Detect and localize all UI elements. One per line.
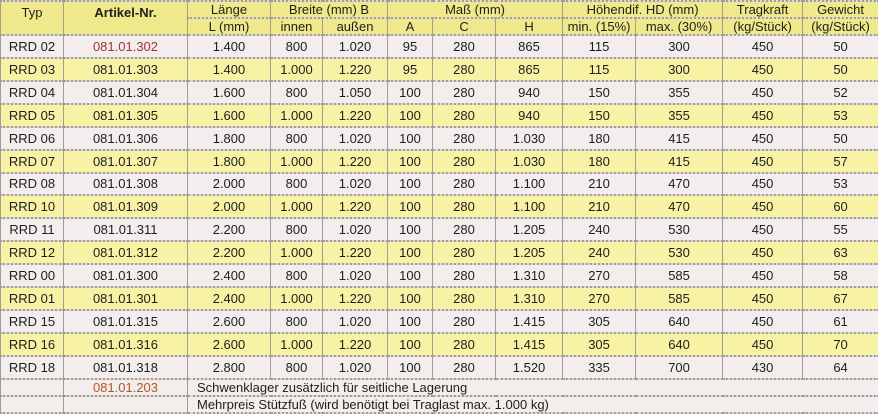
- cell-hd-min: 335: [563, 356, 636, 379]
- cell-breite-innen: 800: [271, 356, 323, 379]
- col-header-typ: Typ: [1, 1, 64, 35]
- col-subheader-breite-aussen: außen: [323, 18, 388, 35]
- cell-gewicht: 70: [803, 333, 878, 356]
- cell-breite-innen: 800: [271, 127, 323, 150]
- cell-laenge: 2.800: [188, 356, 271, 379]
- cell-hd-min: 150: [563, 81, 636, 104]
- cell-mass-a: 100: [388, 81, 433, 104]
- cell-artikel: 081.01.300: [64, 264, 188, 287]
- table-row: [1, 150, 878, 173]
- cell-tragkraft: 450: [723, 81, 803, 104]
- cell-typ: RRD 06: [1, 127, 64, 150]
- cell-mass-h: 1.205: [496, 218, 563, 241]
- cell-laenge: 2.000: [188, 195, 271, 218]
- cell-hd-min: 115: [563, 58, 636, 81]
- cell-breite-innen: 800: [271, 81, 323, 104]
- cell-artikel: 081.01.304: [64, 81, 188, 104]
- cell-mass-h: 1.205: [496, 241, 563, 264]
- table-row: [1, 241, 878, 264]
- cell-breite-aussen: 1.020: [323, 35, 388, 58]
- cell-hd-max: 700: [636, 356, 723, 379]
- cell-breite-aussen: 1.220: [323, 287, 388, 310]
- cell-hd-max: 585: [636, 264, 723, 287]
- cell-typ: RRD 12: [1, 241, 64, 264]
- cell-hd-max: 355: [636, 104, 723, 127]
- cell-gewicht: 50: [803, 127, 878, 150]
- cell-typ: RRD 11: [1, 218, 64, 241]
- cell-artikel: 081.01.302: [64, 35, 188, 58]
- cell-hd-min: 180: [563, 150, 636, 173]
- cell-hd-min: 210: [563, 195, 636, 218]
- cell-artikel: 081.01.306: [64, 127, 188, 150]
- cell-typ: RRD 03: [1, 58, 64, 81]
- cell-mass-h: 1.520: [496, 356, 563, 379]
- col-subheader-breite-innen: innen: [271, 18, 323, 35]
- cell-gewicht: 61: [803, 310, 878, 333]
- cell-hd-min: 270: [563, 287, 636, 310]
- table-row: [1, 58, 878, 81]
- table-row: [1, 218, 878, 241]
- cell-laenge: 1.800: [188, 127, 271, 150]
- cell-mass-c: 280: [433, 333, 496, 356]
- cell-typ: RRD 16: [1, 333, 64, 356]
- col-subheader-hd-min: min. (15%): [563, 18, 636, 35]
- cell-breite-innen: 1.000: [271, 287, 323, 310]
- cell-tragkraft: 450: [723, 241, 803, 264]
- cell-hd-max: 415: [636, 150, 723, 173]
- cell-breite-innen: 800: [271, 35, 323, 58]
- cell-mass-c: 280: [433, 81, 496, 104]
- cell-breite-aussen: 1.220: [323, 150, 388, 173]
- cell-mass-c: 280: [433, 356, 496, 379]
- cell-tragkraft: 450: [723, 127, 803, 150]
- cell-mass-c: 280: [433, 195, 496, 218]
- cell-gewicht: 64: [803, 356, 878, 379]
- table-row: [1, 81, 878, 104]
- footer-note-mehrpreis: Mehrpreis Stützfuß (wird benötigt bei Traglast max. 1.000 kg): [188, 396, 878, 413]
- cell-artikel: 081.01.312: [64, 241, 188, 264]
- cell-laenge: 1.800: [188, 150, 271, 173]
- table-header: [1, 1, 878, 35]
- cell-laenge: 2.200: [188, 241, 271, 264]
- cell-gewicht: 50: [803, 58, 878, 81]
- cell-breite-innen: 800: [271, 310, 323, 333]
- cell-breite-innen: 800: [271, 173, 323, 196]
- cell-breite-innen: 1.000: [271, 58, 323, 81]
- cell-hd-min: 115: [563, 35, 636, 58]
- cell-artikel: 081.01.311: [64, 218, 188, 241]
- cell-tragkraft: 450: [723, 150, 803, 173]
- table-row: [1, 127, 878, 150]
- cell-breite-aussen: 1.020: [323, 218, 388, 241]
- cell-mass-h: 940: [496, 104, 563, 127]
- cell-mass-h: 1.415: [496, 310, 563, 333]
- cell-mass-a: 100: [388, 104, 433, 127]
- cell-mass-a: 100: [388, 241, 433, 264]
- cell-tragkraft: 450: [723, 104, 803, 127]
- table-body: [1, 35, 878, 379]
- cell-breite-aussen: 1.220: [323, 58, 388, 81]
- cell-artikel: 081.01.318: [64, 356, 188, 379]
- cell-gewicht: 58: [803, 264, 878, 287]
- cell-typ: RRD 00: [1, 264, 64, 287]
- cell-breite-aussen: 1.020: [323, 173, 388, 196]
- cell-mass-h: 1.310: [496, 264, 563, 287]
- cell-hd-max: 640: [636, 310, 723, 333]
- footer-row-schwenklager: [1, 379, 878, 396]
- cell-laenge: 1.400: [188, 35, 271, 58]
- cell-breite-aussen: 1.020: [323, 310, 388, 333]
- footer-artikel-empty: [64, 396, 188, 413]
- cell-breite-aussen: 1.020: [323, 127, 388, 150]
- cell-hd-max: 355: [636, 81, 723, 104]
- table-row: [1, 35, 878, 58]
- cell-gewicht: 55: [803, 218, 878, 241]
- cell-typ: RRD 18: [1, 356, 64, 379]
- cell-laenge: 1.600: [188, 81, 271, 104]
- cell-typ: RRD 01: [1, 287, 64, 310]
- footer-row-mehrpreis: [1, 396, 878, 413]
- cell-mass-c: 280: [433, 35, 496, 58]
- cell-mass-h: 940: [496, 81, 563, 104]
- table-row: [1, 264, 878, 287]
- cell-mass-a: 100: [388, 264, 433, 287]
- cell-mass-c: 280: [433, 127, 496, 150]
- cell-mass-a: 100: [388, 356, 433, 379]
- cell-gewicht: 63: [803, 241, 878, 264]
- header-row-1: [1, 1, 878, 18]
- col-header-gewicht: Gewicht: [803, 1, 878, 18]
- table-row: [1, 195, 878, 218]
- cell-hd-max: 640: [636, 333, 723, 356]
- cell-gewicht: 50: [803, 35, 878, 58]
- footer-typ-empty-2: [1, 396, 64, 413]
- cell-breite-innen: 1.000: [271, 333, 323, 356]
- cell-breite-aussen: 1.220: [323, 195, 388, 218]
- cell-mass-h: 1.310: [496, 287, 563, 310]
- cell-artikel: 081.01.315: [64, 310, 188, 333]
- cell-hd-max: 415: [636, 127, 723, 150]
- cell-hd-max: 470: [636, 173, 723, 196]
- cell-mass-c: 280: [433, 104, 496, 127]
- cell-hd-min: 240: [563, 218, 636, 241]
- cell-tragkraft: 450: [723, 287, 803, 310]
- col-subheader-mass-a: A: [388, 18, 433, 35]
- cell-breite-aussen: 1.220: [323, 104, 388, 127]
- cell-mass-c: 280: [433, 241, 496, 264]
- cell-tragkraft: 450: [723, 35, 803, 58]
- col-subheader-tragkraft-unit: (kg/Stück): [723, 18, 803, 35]
- cell-artikel: 081.01.308: [64, 173, 188, 196]
- cell-tragkraft: 450: [723, 333, 803, 356]
- cell-gewicht: 53: [803, 104, 878, 127]
- cell-laenge: 2.000: [188, 173, 271, 196]
- cell-tragkraft: 450: [723, 173, 803, 196]
- col-subheader-mass-c: C: [433, 18, 496, 35]
- cell-mass-h: 865: [496, 58, 563, 81]
- cell-mass-h: 865: [496, 35, 563, 58]
- cell-typ: RRD 02: [1, 35, 64, 58]
- cell-hd-max: 300: [636, 35, 723, 58]
- cell-mass-a: 100: [388, 333, 433, 356]
- cell-mass-c: 280: [433, 287, 496, 310]
- cell-tragkraft: 450: [723, 195, 803, 218]
- table-row: [1, 287, 878, 310]
- col-subheader-gewicht-unit: (kg/Stück): [803, 18, 878, 35]
- cell-breite-aussen: 1.020: [323, 356, 388, 379]
- cell-breite-aussen: 1.050: [323, 81, 388, 104]
- cell-breite-innen: 800: [271, 264, 323, 287]
- cell-mass-a: 95: [388, 35, 433, 58]
- cell-gewicht: 60: [803, 195, 878, 218]
- cell-typ: RRD 04: [1, 81, 64, 104]
- cell-laenge: 1.400: [188, 58, 271, 81]
- col-header-tragkraft: Tragkraft: [723, 1, 803, 18]
- cell-hd-min: 270: [563, 264, 636, 287]
- cell-breite-innen: 1.000: [271, 195, 323, 218]
- cell-hd-min: 305: [563, 333, 636, 356]
- cell-mass-a: 100: [388, 173, 433, 196]
- footer-note-schwenklager: Schwenklager zusätzlich für seitliche Lagerung: [188, 379, 878, 396]
- cell-mass-c: 280: [433, 264, 496, 287]
- cell-tragkraft: 450: [723, 264, 803, 287]
- cell-typ: RRD 08: [1, 173, 64, 196]
- cell-laenge: 2.200: [188, 218, 271, 241]
- table-row: [1, 173, 878, 196]
- table-row: [1, 356, 878, 379]
- cell-tragkraft: 450: [723, 310, 803, 333]
- cell-laenge: 2.600: [188, 333, 271, 356]
- cell-hd-min: 210: [563, 173, 636, 196]
- cell-mass-c: 280: [433, 58, 496, 81]
- footer-typ-empty: [1, 379, 64, 396]
- cell-gewicht: 52: [803, 81, 878, 104]
- cell-mass-h: 1.100: [496, 195, 563, 218]
- cell-mass-a: 100: [388, 218, 433, 241]
- cell-mass-c: 280: [433, 310, 496, 333]
- cell-mass-h: 1.415: [496, 333, 563, 356]
- cell-mass-a: 100: [388, 287, 433, 310]
- cell-artikel: 081.01.301: [64, 287, 188, 310]
- cell-mass-c: 280: [433, 173, 496, 196]
- cell-breite-innen: 1.000: [271, 104, 323, 127]
- cell-hd-max: 530: [636, 218, 723, 241]
- cell-breite-innen: 800: [271, 218, 323, 241]
- col-header-laenge: Länge: [188, 1, 271, 18]
- table-row: [1, 333, 878, 356]
- cell-laenge: 2.600: [188, 310, 271, 333]
- cell-laenge: 1.600: [188, 104, 271, 127]
- cell-artikel: 081.01.305: [64, 104, 188, 127]
- cell-mass-c: 280: [433, 150, 496, 173]
- cell-laenge: 2.400: [188, 287, 271, 310]
- col-header-hoehendif: Höhendif. HD (mm): [563, 1, 723, 18]
- col-header-artikel: Artikel-Nr.: [64, 1, 188, 35]
- cell-typ: RRD 07: [1, 150, 64, 173]
- cell-breite-innen: 1.000: [271, 241, 323, 264]
- cell-breite-innen: 1.000: [271, 150, 323, 173]
- cell-mass-h: 1.030: [496, 150, 563, 173]
- cell-mass-h: 1.100: [496, 173, 563, 196]
- cell-mass-a: 95: [388, 58, 433, 81]
- cell-typ: RRD 05: [1, 104, 64, 127]
- cell-hd-max: 530: [636, 241, 723, 264]
- table-row: [1, 310, 878, 333]
- cell-hd-min: 150: [563, 104, 636, 127]
- cell-mass-a: 100: [388, 195, 433, 218]
- cell-breite-aussen: 1.220: [323, 241, 388, 264]
- cell-gewicht: 53: [803, 173, 878, 196]
- cell-tragkraft: 450: [723, 218, 803, 241]
- col-subheader-laenge-unit: L (mm): [188, 18, 271, 35]
- cell-hd-min: 305: [563, 310, 636, 333]
- col-header-mass: Maß (mm): [388, 1, 563, 18]
- cell-tragkraft: 450: [723, 58, 803, 81]
- cell-mass-a: 100: [388, 310, 433, 333]
- cell-tragkraft: 430: [723, 356, 803, 379]
- cell-artikel: 081.01.303: [64, 58, 188, 81]
- col-subheader-mass-h: H: [496, 18, 563, 35]
- cell-artikel: 081.01.309: [64, 195, 188, 218]
- cell-artikel: 081.01.307: [64, 150, 188, 173]
- cell-gewicht: 57: [803, 150, 878, 173]
- col-subheader-hd-max: max. (30%): [636, 18, 723, 35]
- cell-hd-min: 180: [563, 127, 636, 150]
- cell-mass-a: 100: [388, 150, 433, 173]
- table-row: [1, 104, 878, 127]
- table-footer: [1, 379, 878, 413]
- col-header-breite: Breite (mm) B: [271, 1, 388, 18]
- footer-artikel-schwenklager: 081.01.203: [64, 379, 188, 396]
- cell-artikel: 081.01.316: [64, 333, 188, 356]
- cell-gewicht: 67: [803, 287, 878, 310]
- cell-mass-h: 1.030: [496, 127, 563, 150]
- cell-typ: RRD 10: [1, 195, 64, 218]
- cell-hd-max: 585: [636, 287, 723, 310]
- cell-mass-a: 100: [388, 127, 433, 150]
- cell-hd-max: 300: [636, 58, 723, 81]
- cell-typ: RRD 15: [1, 310, 64, 333]
- cell-breite-aussen: 1.220: [323, 333, 388, 356]
- cell-mass-c: 280: [433, 218, 496, 241]
- cell-hd-min: 240: [563, 241, 636, 264]
- cell-hd-max: 470: [636, 195, 723, 218]
- cell-breite-aussen: 1.020: [323, 264, 388, 287]
- cell-laenge: 2.400: [188, 264, 271, 287]
